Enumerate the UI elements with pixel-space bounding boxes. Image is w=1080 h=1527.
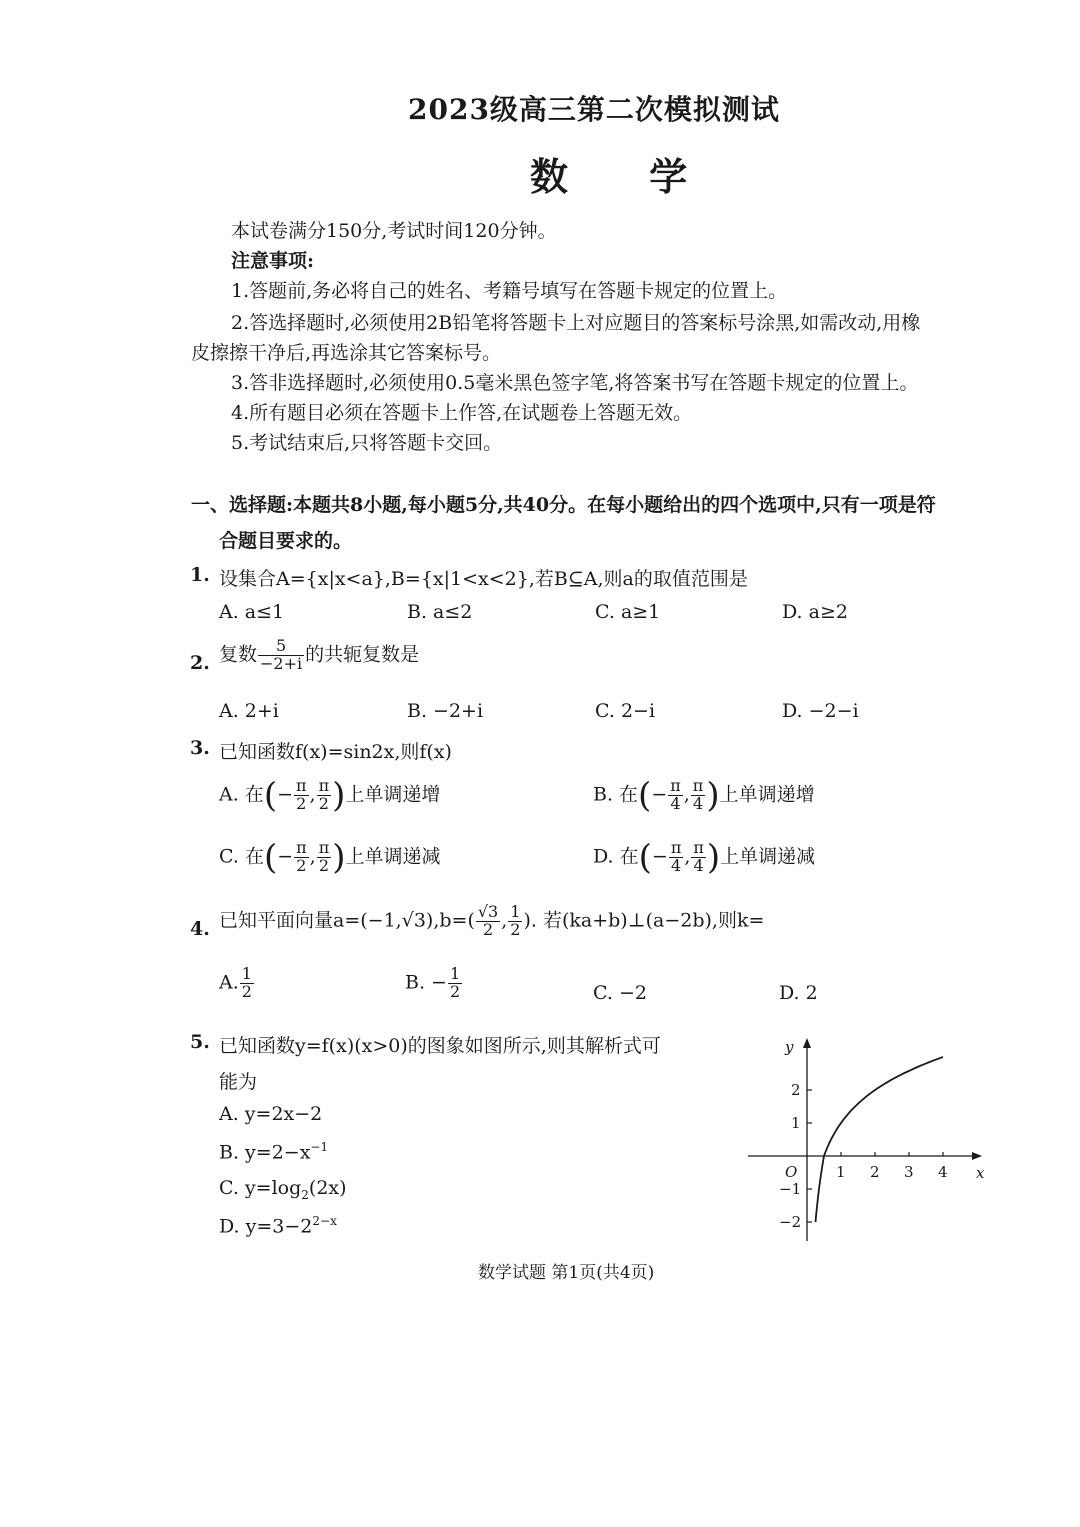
frac-den: 4 bbox=[693, 855, 704, 875]
one-half bbox=[508, 904, 522, 939]
y-tick-label: −1 bbox=[779, 1180, 802, 1198]
note-1: 1.答题前,务必将自己的姓名、考籍号填写在答题卡规定的位置上。 bbox=[231, 280, 788, 302]
option-label: A. 在 bbox=[219, 783, 264, 806]
frac-den: 2 bbox=[318, 793, 329, 813]
comma: , bbox=[309, 845, 316, 868]
x-tick-label: 4 bbox=[938, 1163, 948, 1181]
pi-over-2 bbox=[317, 778, 332, 813]
question-1-option-a: A. a≤1 bbox=[219, 601, 285, 623]
pi-over-4 bbox=[669, 840, 684, 875]
monotone-text: 上单调递增 bbox=[719, 783, 815, 806]
question-5-option-a: A. y=2x−2 bbox=[219, 1103, 323, 1125]
monotone-text: 上单调递减 bbox=[345, 845, 441, 868]
comma: , bbox=[501, 909, 508, 932]
function-graph bbox=[740, 1030, 990, 1245]
sqrt3-over-2 bbox=[476, 904, 500, 939]
x-tick-label: 3 bbox=[904, 1163, 914, 1181]
frac-num: √3 bbox=[477, 902, 499, 921]
right-paren: ) bbox=[332, 837, 346, 878]
question-4-option-d: D. 2 bbox=[779, 982, 818, 1004]
x-tick-label: 2 bbox=[870, 1163, 880, 1181]
note-5: 5.考试结束后,只将答题卡交回。 bbox=[231, 432, 503, 454]
frac-num: 1 bbox=[449, 964, 461, 983]
question-4-option-a bbox=[219, 966, 255, 1001]
question-2-prefix: 复数 bbox=[219, 643, 258, 666]
exponent: 2−x bbox=[312, 1214, 337, 1228]
option-label: B. 在 bbox=[593, 783, 639, 806]
x-tick-label: 1 bbox=[836, 1163, 846, 1181]
full-marks-note: 本试卷满分150分,考试时间120分钟。 bbox=[231, 220, 557, 242]
frac-num: π bbox=[693, 838, 704, 857]
question-5-stem-cont: 能为 bbox=[219, 1071, 258, 1093]
option-text: C. y=log bbox=[219, 1177, 302, 1199]
frac-num: π bbox=[296, 838, 307, 857]
question-5-stem: 已知函数y=f(x)(x>0)的图象如图所示,则其解析式可 bbox=[219, 1035, 661, 1057]
option-label: C. 在 bbox=[219, 845, 264, 868]
right-paren: ) bbox=[332, 775, 346, 816]
question-3-option-b bbox=[593, 775, 815, 816]
right-paren: ) bbox=[706, 775, 720, 816]
question-3-option-a bbox=[219, 775, 441, 816]
pi-over-2 bbox=[294, 840, 309, 875]
notes-heading: 注意事项: bbox=[231, 250, 315, 272]
frac-den: 2 bbox=[482, 919, 494, 939]
pi-over-4 bbox=[691, 840, 706, 875]
frac-den: 4 bbox=[670, 855, 682, 875]
stem-part-1: 已知平面向量a=(−1,√3),b=( bbox=[219, 909, 475, 932]
frac-num: π bbox=[670, 776, 681, 795]
frac-num: π bbox=[318, 776, 330, 795]
question-4-number: 4. bbox=[190, 918, 210, 940]
note-2: 2.答选择题时,必须使用2B铅笔将答题卡上对应题目的答案标号涂黑,如需改动,用橡 bbox=[231, 312, 921, 334]
fraction-denominator: −2+i bbox=[260, 653, 303, 673]
y-tick-label: 2 bbox=[791, 1081, 801, 1099]
subject-title: 数 学 bbox=[530, 154, 722, 199]
question-4-stem bbox=[219, 904, 764, 939]
frac-num: 1 bbox=[241, 964, 252, 983]
option-text: D. y=3−2 bbox=[219, 1215, 313, 1238]
question-1-option-c: C. a≥1 bbox=[595, 601, 661, 623]
frac-den: 2 bbox=[318, 855, 330, 875]
function-curve bbox=[816, 1057, 944, 1222]
option-label: B. − bbox=[405, 971, 447, 994]
minus-sign: − bbox=[651, 783, 668, 806]
frac-den: 2 bbox=[296, 855, 307, 875]
question-5-option-d bbox=[219, 1214, 337, 1237]
stem-part-2: ). 若(ka+b)⊥(a−2b),则k= bbox=[523, 909, 765, 932]
frac-den: 4 bbox=[692, 793, 704, 813]
section-1-heading-cont: 合题目要求的。 bbox=[219, 530, 353, 552]
comma: , bbox=[684, 845, 691, 868]
right-paren: ) bbox=[706, 837, 721, 878]
pi-over-4 bbox=[691, 778, 706, 813]
frac-den: 2 bbox=[241, 981, 252, 1001]
left-paren: ( bbox=[638, 775, 652, 816]
log-argument: (2x) bbox=[308, 1177, 347, 1199]
one-half bbox=[448, 966, 462, 1001]
question-3-stem: 已知函数f(x)=sin2x,则f(x) bbox=[219, 741, 452, 763]
log-base: 2 bbox=[301, 1187, 309, 1202]
question-4-option-b bbox=[405, 966, 463, 1001]
x-axis-label: x bbox=[976, 1164, 985, 1182]
question-2-option-c: C. 2−i bbox=[595, 700, 656, 722]
y-tick-label: 1 bbox=[791, 1114, 801, 1132]
question-2-option-d: D. −2−i bbox=[782, 700, 859, 722]
origin-label: O bbox=[785, 1163, 798, 1181]
option-label: A. bbox=[219, 971, 239, 994]
frac-num: π bbox=[318, 838, 330, 857]
minus-sign: − bbox=[277, 783, 293, 806]
exponent: −1 bbox=[310, 1140, 329, 1154]
exam-title: 2023级高三第二次模拟测试 bbox=[408, 93, 780, 126]
question-1-stem: 设集合A={x|x<a},B={x|1<x<2},若B⊆A,则a的取值范围是 bbox=[219, 568, 748, 590]
minus-sign: − bbox=[651, 845, 668, 868]
minus-sign: − bbox=[277, 845, 294, 868]
question-3-number: 3. bbox=[190, 737, 210, 759]
frac-den: 2 bbox=[510, 919, 521, 939]
comma: , bbox=[683, 783, 690, 806]
left-paren: ( bbox=[638, 837, 652, 878]
frac-num: π bbox=[670, 838, 682, 857]
question-5-number: 5. bbox=[190, 1031, 210, 1053]
left-paren: ( bbox=[263, 775, 278, 816]
frac-den: 2 bbox=[449, 981, 461, 1001]
question-2-option-b: B. −2+i bbox=[407, 700, 484, 722]
question-1-number: 1. bbox=[190, 564, 210, 586]
note-4: 4.所有题目必须在答题卡上作答,在试题卷上答题无效。 bbox=[231, 402, 693, 424]
question-2-suffix: 的共轭复数是 bbox=[305, 643, 420, 666]
pi-over-2 bbox=[317, 840, 332, 875]
question-2-number: 2. bbox=[190, 652, 210, 674]
frac-den: 4 bbox=[670, 793, 681, 813]
question-3-option-d bbox=[593, 837, 816, 878]
pi-over-4 bbox=[668, 778, 683, 813]
left-paren: ( bbox=[263, 837, 278, 878]
question-4-option-c: C. −2 bbox=[593, 982, 647, 1004]
question-1-option-d: D. a≥2 bbox=[782, 601, 848, 623]
question-3-option-c bbox=[219, 837, 441, 878]
section-1-heading: 一、选择题:本题共8小题,每小题5分,共40分。在每小题给出的四个选项中,只有一项是符 bbox=[191, 494, 936, 516]
fraction-numerator: 5 bbox=[258, 638, 304, 656]
note-3: 3.答非选择题时,必须使用0.5毫米黑色签字笔,将答案书写在答题卡规定的位置上。 bbox=[231, 372, 919, 394]
frac-num: π bbox=[296, 776, 307, 795]
option-label: D. 在 bbox=[593, 845, 639, 868]
frac-num: 1 bbox=[510, 902, 521, 921]
one-half bbox=[240, 966, 254, 1001]
pi-over-2 bbox=[294, 778, 309, 813]
option-text: B. y=2−x bbox=[219, 1141, 311, 1164]
question-2-option-a: A. 2+i bbox=[219, 700, 279, 722]
question-2-stem bbox=[219, 638, 419, 673]
frac-num: π bbox=[692, 776, 704, 795]
question-5-option-c bbox=[219, 1177, 347, 1202]
monotone-text: 上单调递减 bbox=[720, 845, 816, 868]
y-axis-arrow bbox=[803, 1038, 811, 1048]
page-footer: 数学试题 第1页(共4页) bbox=[478, 1263, 655, 1283]
y-tick-label: −2 bbox=[779, 1213, 802, 1231]
monotone-text: 上单调递增 bbox=[345, 783, 441, 806]
x-axis-arrow bbox=[972, 1152, 982, 1160]
note-2-cont: 皮擦擦干净后,再选涂其它答案标号。 bbox=[191, 342, 502, 364]
question-1-option-b: B. a≤2 bbox=[407, 601, 473, 623]
question-5-option-b bbox=[219, 1140, 328, 1163]
y-axis-label: y bbox=[785, 1038, 794, 1056]
question-2-fraction bbox=[258, 638, 304, 673]
comma: , bbox=[309, 783, 316, 806]
frac-den: 2 bbox=[296, 793, 307, 813]
